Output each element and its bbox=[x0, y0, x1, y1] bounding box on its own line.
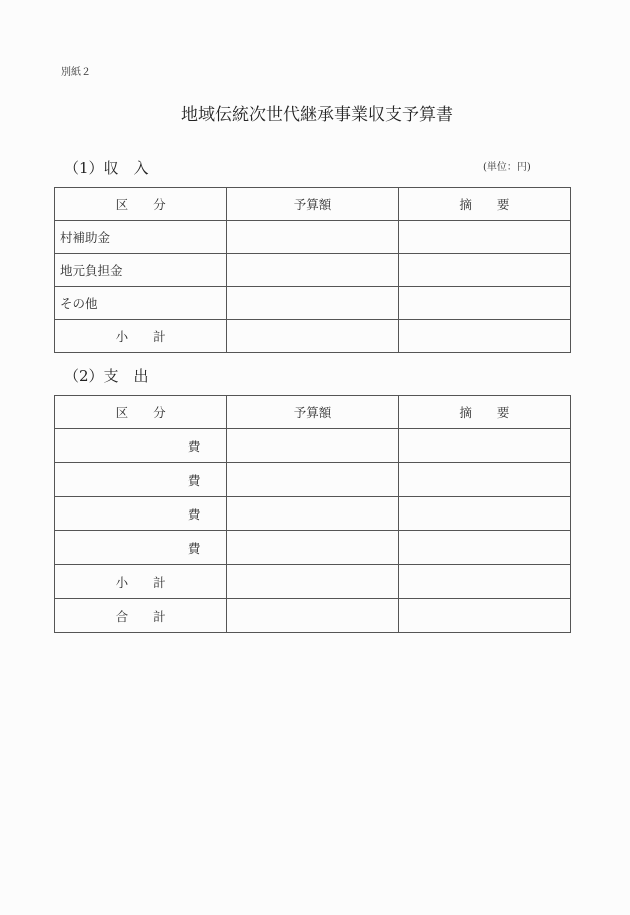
column-header-note: 摘 要 bbox=[398, 396, 570, 429]
table-row bbox=[55, 531, 571, 565]
table-row bbox=[55, 287, 571, 320]
table-row bbox=[55, 565, 571, 599]
expenditure-total-note[interactable] bbox=[398, 599, 570, 633]
column-header-note: 摘 要 bbox=[398, 188, 570, 221]
expenditure-amount-cell[interactable] bbox=[227, 429, 398, 463]
table-row bbox=[55, 320, 571, 353]
expenditure-amount-cell[interactable] bbox=[227, 531, 398, 565]
column-header-category: 区 分 bbox=[55, 188, 227, 221]
unit-label: (単位：円) bbox=[483, 162, 531, 173]
table-row bbox=[55, 429, 571, 463]
table-row bbox=[55, 254, 571, 287]
expenditure-note-cell[interactable] bbox=[398, 429, 570, 463]
income-amount-cell[interactable] bbox=[227, 287, 398, 320]
expenditure-subtotal-note[interactable] bbox=[398, 565, 570, 599]
income-subtotal-amount[interactable] bbox=[227, 320, 398, 353]
column-header-amount: 予算額 bbox=[227, 396, 398, 429]
income-category-village-subsidy: 村補助金 bbox=[55, 221, 227, 254]
expenditure-note-cell[interactable] bbox=[398, 463, 570, 497]
expenditure-category-expense[interactable]: 費 bbox=[55, 429, 227, 463]
income-table-header bbox=[55, 188, 571, 221]
column-header-category: 区 分 bbox=[55, 396, 227, 429]
income-subtotal-label: 小 計 bbox=[55, 320, 227, 353]
document-title: 地域伝統次世代継承事業収支予算書 bbox=[181, 105, 453, 125]
income-note-cell[interactable] bbox=[398, 221, 570, 254]
income-amount-cell[interactable] bbox=[227, 221, 398, 254]
income-table bbox=[54, 187, 571, 353]
expenditure-category-expense[interactable]: 費 bbox=[55, 497, 227, 531]
column-header-amount: 予算額 bbox=[227, 188, 398, 221]
income-section-heading: （1）収 入 bbox=[64, 159, 149, 177]
expenditure-subtotal-label: 小 計 bbox=[55, 565, 227, 599]
expenditure-subtotal-amount[interactable] bbox=[227, 565, 398, 599]
income-category-other: その他 bbox=[55, 287, 227, 320]
table-row bbox=[55, 497, 571, 531]
income-note-cell[interactable] bbox=[398, 254, 570, 287]
expenditure-amount-cell[interactable] bbox=[227, 497, 398, 531]
table-row bbox=[55, 463, 571, 497]
table-row bbox=[55, 221, 571, 254]
income-note-cell[interactable] bbox=[398, 287, 570, 320]
income-amount-cell[interactable] bbox=[227, 254, 398, 287]
expenditure-table-header bbox=[55, 396, 571, 429]
expenditure-total-amount[interactable] bbox=[227, 599, 398, 633]
income-category-local-contribution: 地元負担金 bbox=[55, 254, 227, 287]
expenditure-category-expense[interactable]: 費 bbox=[55, 463, 227, 497]
attachment-label: 別紙２ bbox=[61, 67, 91, 78]
expenditure-section-heading: （2）支 出 bbox=[64, 367, 149, 385]
expenditure-amount-cell[interactable] bbox=[227, 463, 398, 497]
expenditure-total-label: 合 計 bbox=[55, 599, 227, 633]
expenditure-note-cell[interactable] bbox=[398, 497, 570, 531]
expenditure-category-expense[interactable]: 費 bbox=[55, 531, 227, 565]
expenditure-note-cell[interactable] bbox=[398, 531, 570, 565]
table-row bbox=[55, 599, 571, 633]
income-subtotal-note[interactable] bbox=[398, 320, 570, 353]
expenditure-table bbox=[54, 395, 571, 633]
